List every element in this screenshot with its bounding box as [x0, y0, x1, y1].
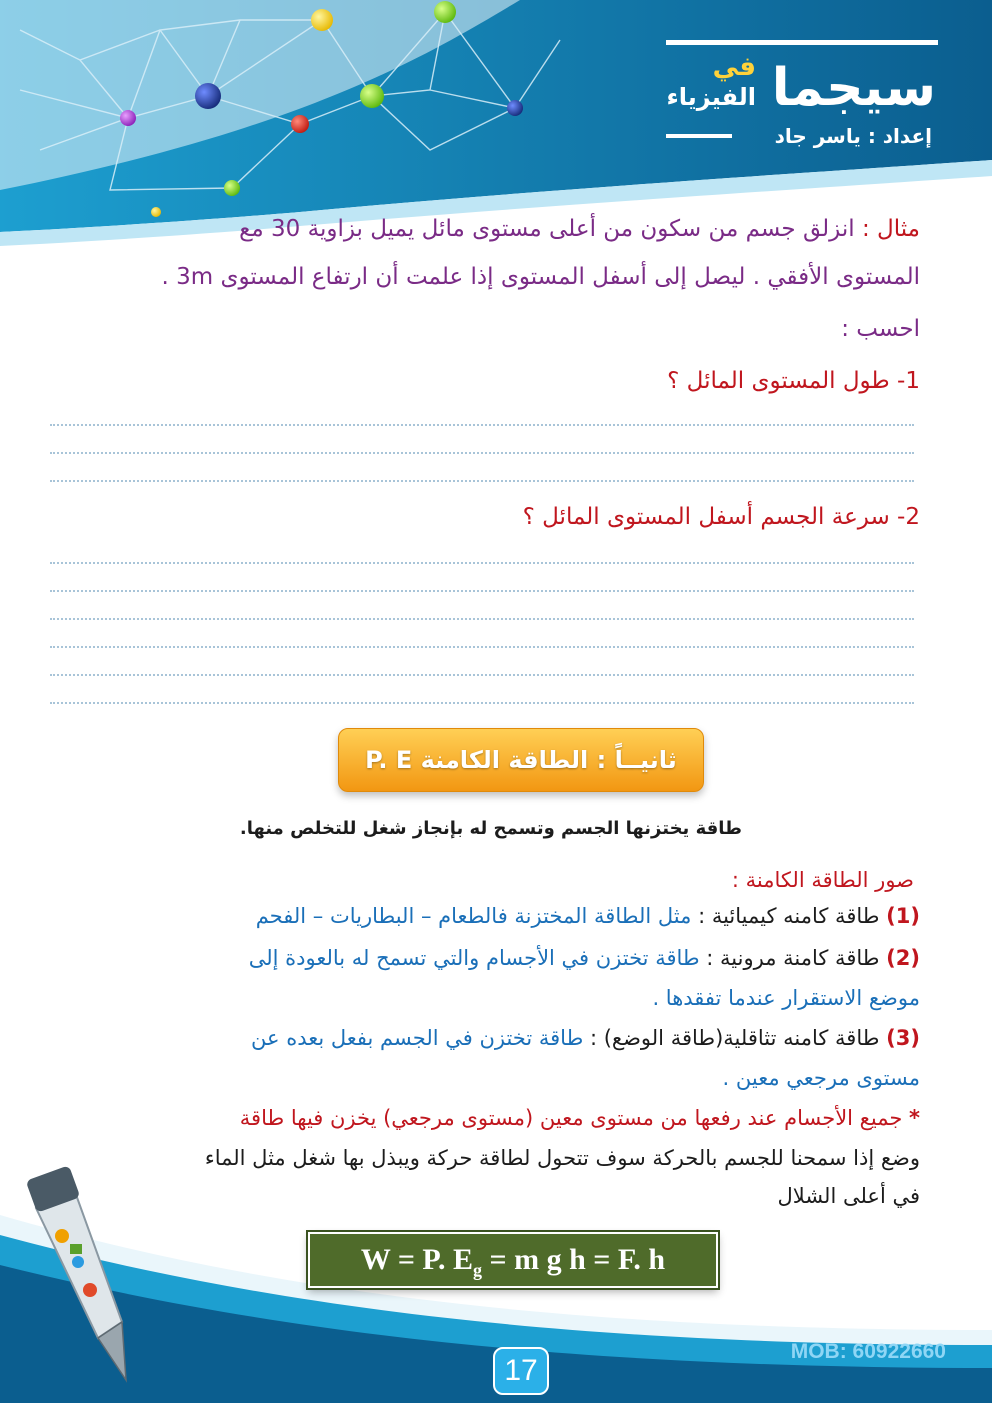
answer-line	[50, 452, 914, 454]
form-item-2-cont: موضع الاستقرار عندما تفقدها .	[652, 986, 920, 1010]
item-desc: مثل الطاقة المختزنة فالطعام – البطاريات – الفحم	[255, 904, 692, 928]
formula-left: W = P. E	[360, 1243, 473, 1276]
brand-subtitle: الفيزياء	[666, 83, 756, 111]
author-credit: إعداد : ياسر جاد	[774, 124, 932, 148]
forms-heading: صور الطاقة الكامنة :	[731, 868, 914, 892]
item-number: (2)	[886, 946, 920, 970]
definition: طاقة يختزنها الجسم وتسمح له بإنجاز شغل للتخلص منها.	[239, 818, 742, 839]
answer-line	[50, 646, 914, 648]
form-item-3	[60, 1026, 920, 1050]
example-text-1: انزلق جسم من سكون من أعلى مستوى مائل يميل بزاوية 30 مع	[239, 216, 855, 242]
answer-line	[50, 480, 914, 482]
section-title-box	[338, 728, 704, 792]
answer-line	[50, 424, 914, 426]
note-star: *	[909, 1106, 920, 1130]
item-name: طاقة كامنة مرونية :	[706, 946, 880, 970]
example-line-2: المستوى الأفقي . ليصل إلى أسفل المستوى إذا علمت أن ارتفاع المستوى 3m .	[161, 264, 920, 290]
answer-line	[50, 618, 914, 620]
example-line-1	[60, 216, 920, 242]
note-text: جميع الأجسام عند رفعها من مستوى معين (مستوى مرجعي) يخزن فيها طاقة	[239, 1106, 903, 1130]
answer-line	[50, 590, 914, 592]
formula-right: = m g h = F. h	[482, 1243, 666, 1276]
form-item-3-cont: مستوى مرجعي معين .	[722, 1066, 920, 1090]
answer-line	[50, 674, 914, 676]
note-line-1	[60, 1106, 920, 1130]
note-line-3: في أعلى الشلال	[777, 1184, 920, 1208]
item-desc: طاقة تختزن في الأجسام والتي تسمح له بالعودة إلى	[248, 946, 700, 970]
form-item-2	[60, 946, 920, 970]
formula	[310, 1234, 716, 1296]
section-title: ثانيــاً : الطاقة الكامنة P. E	[365, 746, 677, 774]
answer-line	[50, 702, 914, 704]
answer-line	[50, 562, 914, 564]
formula-box	[308, 1232, 718, 1288]
brand-title: سيجما	[771, 58, 936, 118]
calc-label: احسب :	[841, 316, 920, 342]
item-number: (1)	[886, 904, 920, 928]
mobile-number: MOB: 60922660	[790, 1340, 946, 1363]
brand-fi: في	[712, 52, 756, 82]
example-label: مثال :	[861, 216, 920, 242]
item-name: طاقة كامنه تثاقلية(طاقة الوضع) :	[589, 1026, 880, 1050]
question-2: 2- سرعة الجسم أسفل المستوى المائل ؟	[522, 504, 920, 530]
page-number: 17	[504, 1354, 538, 1387]
question-1: 1- طول المستوى المائل ؟	[667, 368, 920, 394]
note-line-2: وضع إذا سمحنا للجسم بالحركة سوف تتحول لطاقة حركة ويبذل بها شغل مثل الماء	[204, 1146, 920, 1170]
item-desc: طاقة تختزن في الجسم بفعل بعده عن	[251, 1026, 584, 1050]
item-name: طاقة كامنه كيميائية :	[698, 904, 880, 928]
formula-subscript: g	[473, 1260, 482, 1280]
item-number: (3)	[886, 1026, 920, 1050]
form-item-1	[60, 904, 920, 928]
